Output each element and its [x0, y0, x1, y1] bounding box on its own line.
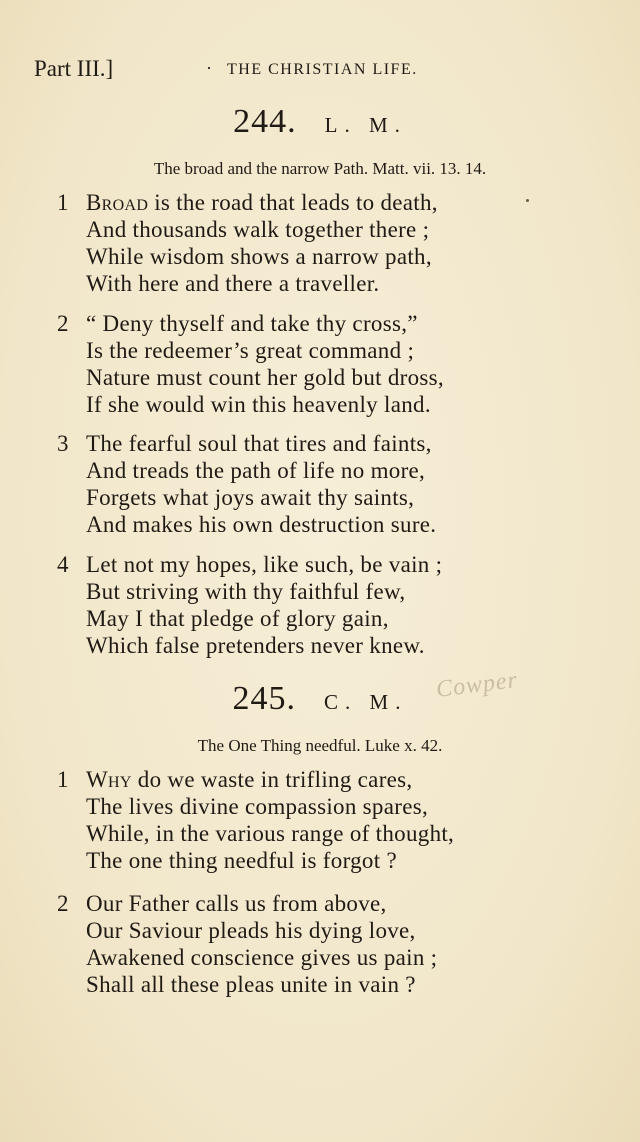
stanza-number: 3 — [57, 431, 69, 456]
verse-line: Awakened conscience gives us pain ; — [86, 945, 438, 970]
verse-line: The one thing needful is forgot ? — [86, 848, 397, 873]
verse-line: And makes his own destruction sure. — [86, 512, 437, 537]
stanza-number: 1 — [57, 767, 69, 792]
running-head-part: Part III.] — [34, 56, 114, 81]
verse-line: Nature must count her gold but dross, — [86, 365, 444, 390]
verse-line: And thousands walk together there ; — [86, 217, 430, 242]
ink-speck — [526, 199, 529, 202]
stanza-number: 2 — [57, 891, 69, 916]
hymn-subtitle: The One Thing needful. Luke x. 42. — [197, 736, 443, 755]
hymn-meter: L. M. — [324, 113, 407, 137]
stanza-number: 4 — [57, 552, 69, 577]
hymn-heading — [0, 680, 640, 718]
verse-line: Our Saviour pleads his dying love, — [86, 918, 416, 943]
stanza-number: 1 — [57, 190, 69, 215]
verse-line: Let not my hopes, like such, be vain ; — [86, 552, 443, 577]
verse-line: While wisdom shows a narrow path, — [86, 244, 432, 269]
hymn-number: 244. — [233, 103, 297, 140]
verse-line: May I that pledge of glory gain, — [86, 606, 389, 631]
verse-line: With here and there a traveller. — [86, 271, 380, 296]
lead-word: Broad — [86, 190, 149, 215]
verse-line: While, in the various range of thought, — [86, 821, 455, 846]
verse-line: If she would win this heavenly land. — [86, 392, 431, 417]
pencil-annotation: Cowper — [434, 667, 520, 703]
verse-line-rest: do we waste in trifling cares, — [131, 767, 413, 792]
lead-word: Why — [86, 767, 132, 792]
hymn-heading — [0, 103, 640, 141]
verse-line: Our Father calls us from above, — [86, 891, 387, 916]
verse-line — [86, 190, 438, 216]
verse-line: Shall all these pleas unite in vain ? — [86, 972, 416, 997]
running-head-dot: · — [206, 58, 212, 78]
hymn-subtitle: The broad and the narrow Path. Matt. vii. 13. 14. — [153, 159, 487, 178]
running-head-title: THE CHRISTIAN LIFE. — [227, 61, 418, 78]
verse-line: “ Deny thyself and take thy cross,” — [86, 311, 418, 336]
verse-line: And treads the path of life no more, — [86, 458, 426, 483]
verse-line: Which false pretenders never knew. — [86, 633, 425, 658]
hymn-meter: C. M. — [324, 690, 408, 714]
stanza-number: 2 — [57, 311, 69, 336]
hymn-number: 245. — [232, 680, 297, 717]
verse-line: But striving with thy faithful few, — [86, 579, 406, 604]
verse-line: The fearful soul that tires and faints, — [86, 431, 432, 456]
running-head — [34, 56, 594, 86]
verse-line: Forgets what joys await thy saints, — [86, 485, 415, 510]
verse-line-rest: is the road that leads to death, — [148, 190, 438, 215]
verse-line — [86, 767, 412, 793]
verse-line: Is the redeemer’s great command ; — [86, 338, 415, 363]
verse-line: The lives divine compassion spares, — [86, 794, 429, 819]
